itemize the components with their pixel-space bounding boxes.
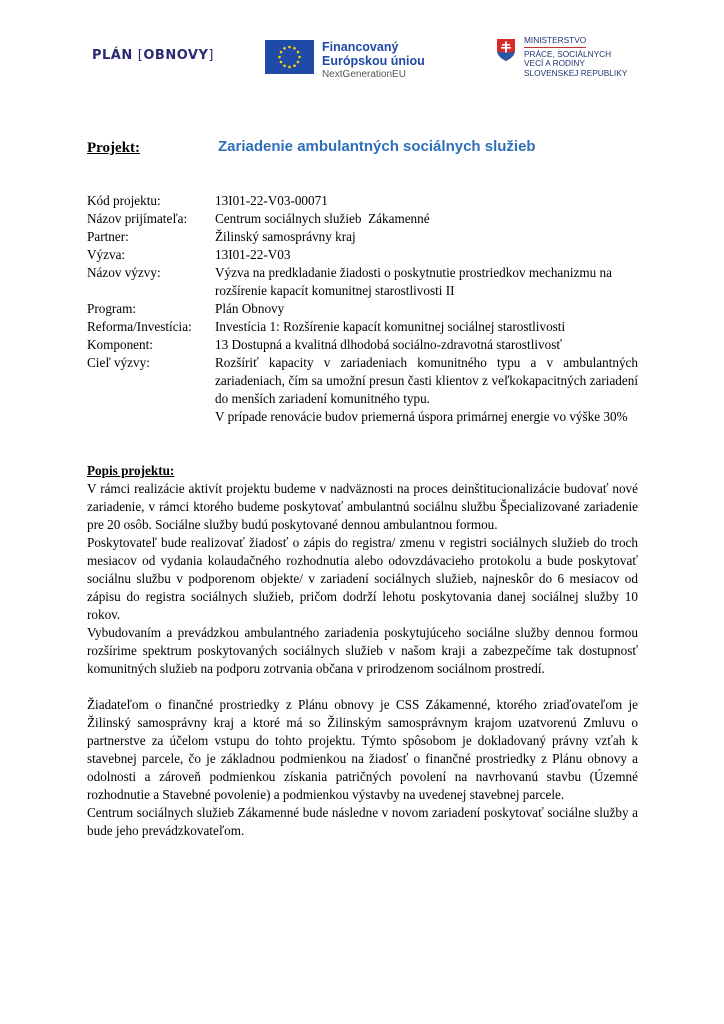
meta-row-partner [87, 228, 638, 246]
meta-value: Žilinský samosprávny kraj [215, 229, 356, 244]
meta-value: Plán Obnovy [215, 301, 285, 316]
ministry-logo-line2: PRÁCE, SOCIÁLNYCH [524, 48, 612, 59]
meta-row-call [87, 246, 638, 264]
description-paragraph: Centrum sociálnych služieb Zákamenné bude následne v novom zariadení poskytovať sociálne služby a bude jeho prevádzkovateľom. [87, 805, 638, 838]
project-title: Zariadenie ambulantných sociálnych služieb [218, 138, 536, 155]
meta-value: 13I01-22-V03-00071 [215, 193, 328, 208]
meta-key: Názov výzvy: [87, 265, 161, 280]
eu-flag-icon [265, 40, 314, 74]
meta-value: 13 Dostupná a kvalitná dlhodobá sociálno-zdravotná starostlivosť [215, 337, 562, 352]
meta-row-program [87, 300, 638, 318]
meta-value-secondary: V prípade renovácie budov priemerná úspora primárnej energie vo výške 30% [215, 409, 628, 424]
meta-key: Kód projektu: [87, 193, 161, 208]
meta-row-reform [87, 318, 638, 336]
document-header [0, 28, 724, 88]
meta-key: Výzva: [87, 247, 126, 262]
meta-row-recipient [87, 210, 638, 228]
eu-logo-line1: Financovaný [322, 40, 399, 54]
ministry-logo [496, 36, 627, 78]
meta-key: Cieľ výzvy: [87, 355, 150, 370]
description-paragraph: Žiadateľom o finančné prostriedky z Plánu obnovy je CSS Zákamenné, ktorého zriaďovateľom je Žilinský samosprávny kraj a ktoré má so Žilinským samosprávnym krajom uzatvorenú Zmluvu o partnerstve za účelom vstupu do tohto projektu. Týmto spôsobom je dokladovaný právny vzťah k stavebnej parcele, čo je základnou podmienkou na žiadosť o finančné prostriedky z Plánu obnovy a odolnosti a zároveň podmienkou získania patričných povolení na navrhovanú stavbu (Územné rozhodnutie a Stavebné povolenie) a podmienkou výstavby na uvedenej stavebnej parcele. [87, 697, 638, 802]
meta-key: Partner: [87, 229, 129, 244]
slovak-coat-of-arms-icon [496, 38, 516, 62]
meta-key: Reforma/Investícia: [87, 319, 192, 334]
meta-value: Investícia 1: Rozšírenie kapacít komunitnej sociálnej starostlivosti [215, 319, 566, 334]
meta-key: Komponent: [87, 337, 153, 352]
meta-row-project-code [87, 192, 638, 210]
eu-logo-line2: Európskou úniou [322, 54, 425, 68]
ministry-logo-line3: VECÍ A RODINY [524, 58, 585, 68]
eu-funding-logo [265, 40, 425, 80]
project-heading [87, 139, 647, 157]
plan-obnovy-logo [92, 48, 214, 63]
meta-row-call-goal [87, 354, 638, 426]
project-description [87, 462, 638, 840]
plan-logo-text-right: OBNOVY [143, 48, 209, 63]
project-metadata-table [87, 192, 638, 426]
meta-key: Program: [87, 301, 137, 316]
meta-row-component [87, 336, 638, 354]
ministry-logo-line1: MINISTERSTVO [524, 36, 586, 48]
description-paragraph: Poskytovateľ bude realizovať žiadosť o zápis do registra/ zmenu v registri sociálnych služieb do troch mesiacov od vydania kolaudačného rozhodnutia alebo odovzdávacieho protokolu a bude poskytovať sociálnu službu v podporenom objekte/ v zariadení sociálnych služieb, najneskôr do 6 mesiacov od zápisu do registra sociálnych služieb, pričom dodrží lehotu poskytovania danej sociálnej služby 10 rokov. [87, 535, 638, 622]
plan-logo-bracket-close: ] [208, 48, 214, 63]
plan-logo-text-left: PLÁN [92, 48, 133, 63]
paragraph-spacer [87, 678, 638, 696]
meta-value: Výzva na predkladanie žiadosti o poskytnutie prostriedkov mechanizmu na rozšírenie kapacít komunitnej starostlivosti II [215, 265, 612, 298]
ministry-logo-line4: SLOVENSKEJ REPUBLIKY [524, 67, 628, 78]
meta-value-group [215, 354, 638, 426]
description-heading: Popis projektu: [87, 463, 175, 478]
description-paragraph: Vybudovaním a prevádzkou ambulantného zariadenia poskytujúceho sociálne služby dennou formou rozšírime spektrum poskytovaných sociálnych služieb v našom kraji a zabezpečíme tak dostupnosť komunitných služieb na podporu zotrvania občana v prirodzenom sociálnom prostredí. [87, 625, 638, 676]
plan-logo-bracket-open: [ [137, 48, 144, 63]
meta-key: Názov prijímateľa: [87, 211, 188, 226]
meta-row-call-name [87, 264, 638, 300]
description-paragraph: V rámci realizácie aktivít projektu budeme v nadväznosti na proces deinštitucionalizácie budovať nové zariadenie, v rámci ktorého budeme poskytovať ambulantnú sociálnu službu Špecializované zariadenie pre 20 osôb. Sociálne služby budú poskytované dennou ambulantnou formou. [87, 481, 638, 532]
project-label: Projekt: [87, 140, 141, 156]
meta-value: 13I01-22-V03 [215, 247, 291, 262]
eu-logo-line3: NextGenerationEU [322, 69, 406, 80]
meta-value: Centrum sociálnych služieb Zákamenné [215, 211, 430, 226]
meta-value: Rozšíriť kapacity v zariadeniach komunitného typu a v ambulantných zariadeniach, čím sa umožní presun časti klientov z veľkokapacitných zariadení do menších zariadení komunitného typu. [215, 355, 638, 406]
